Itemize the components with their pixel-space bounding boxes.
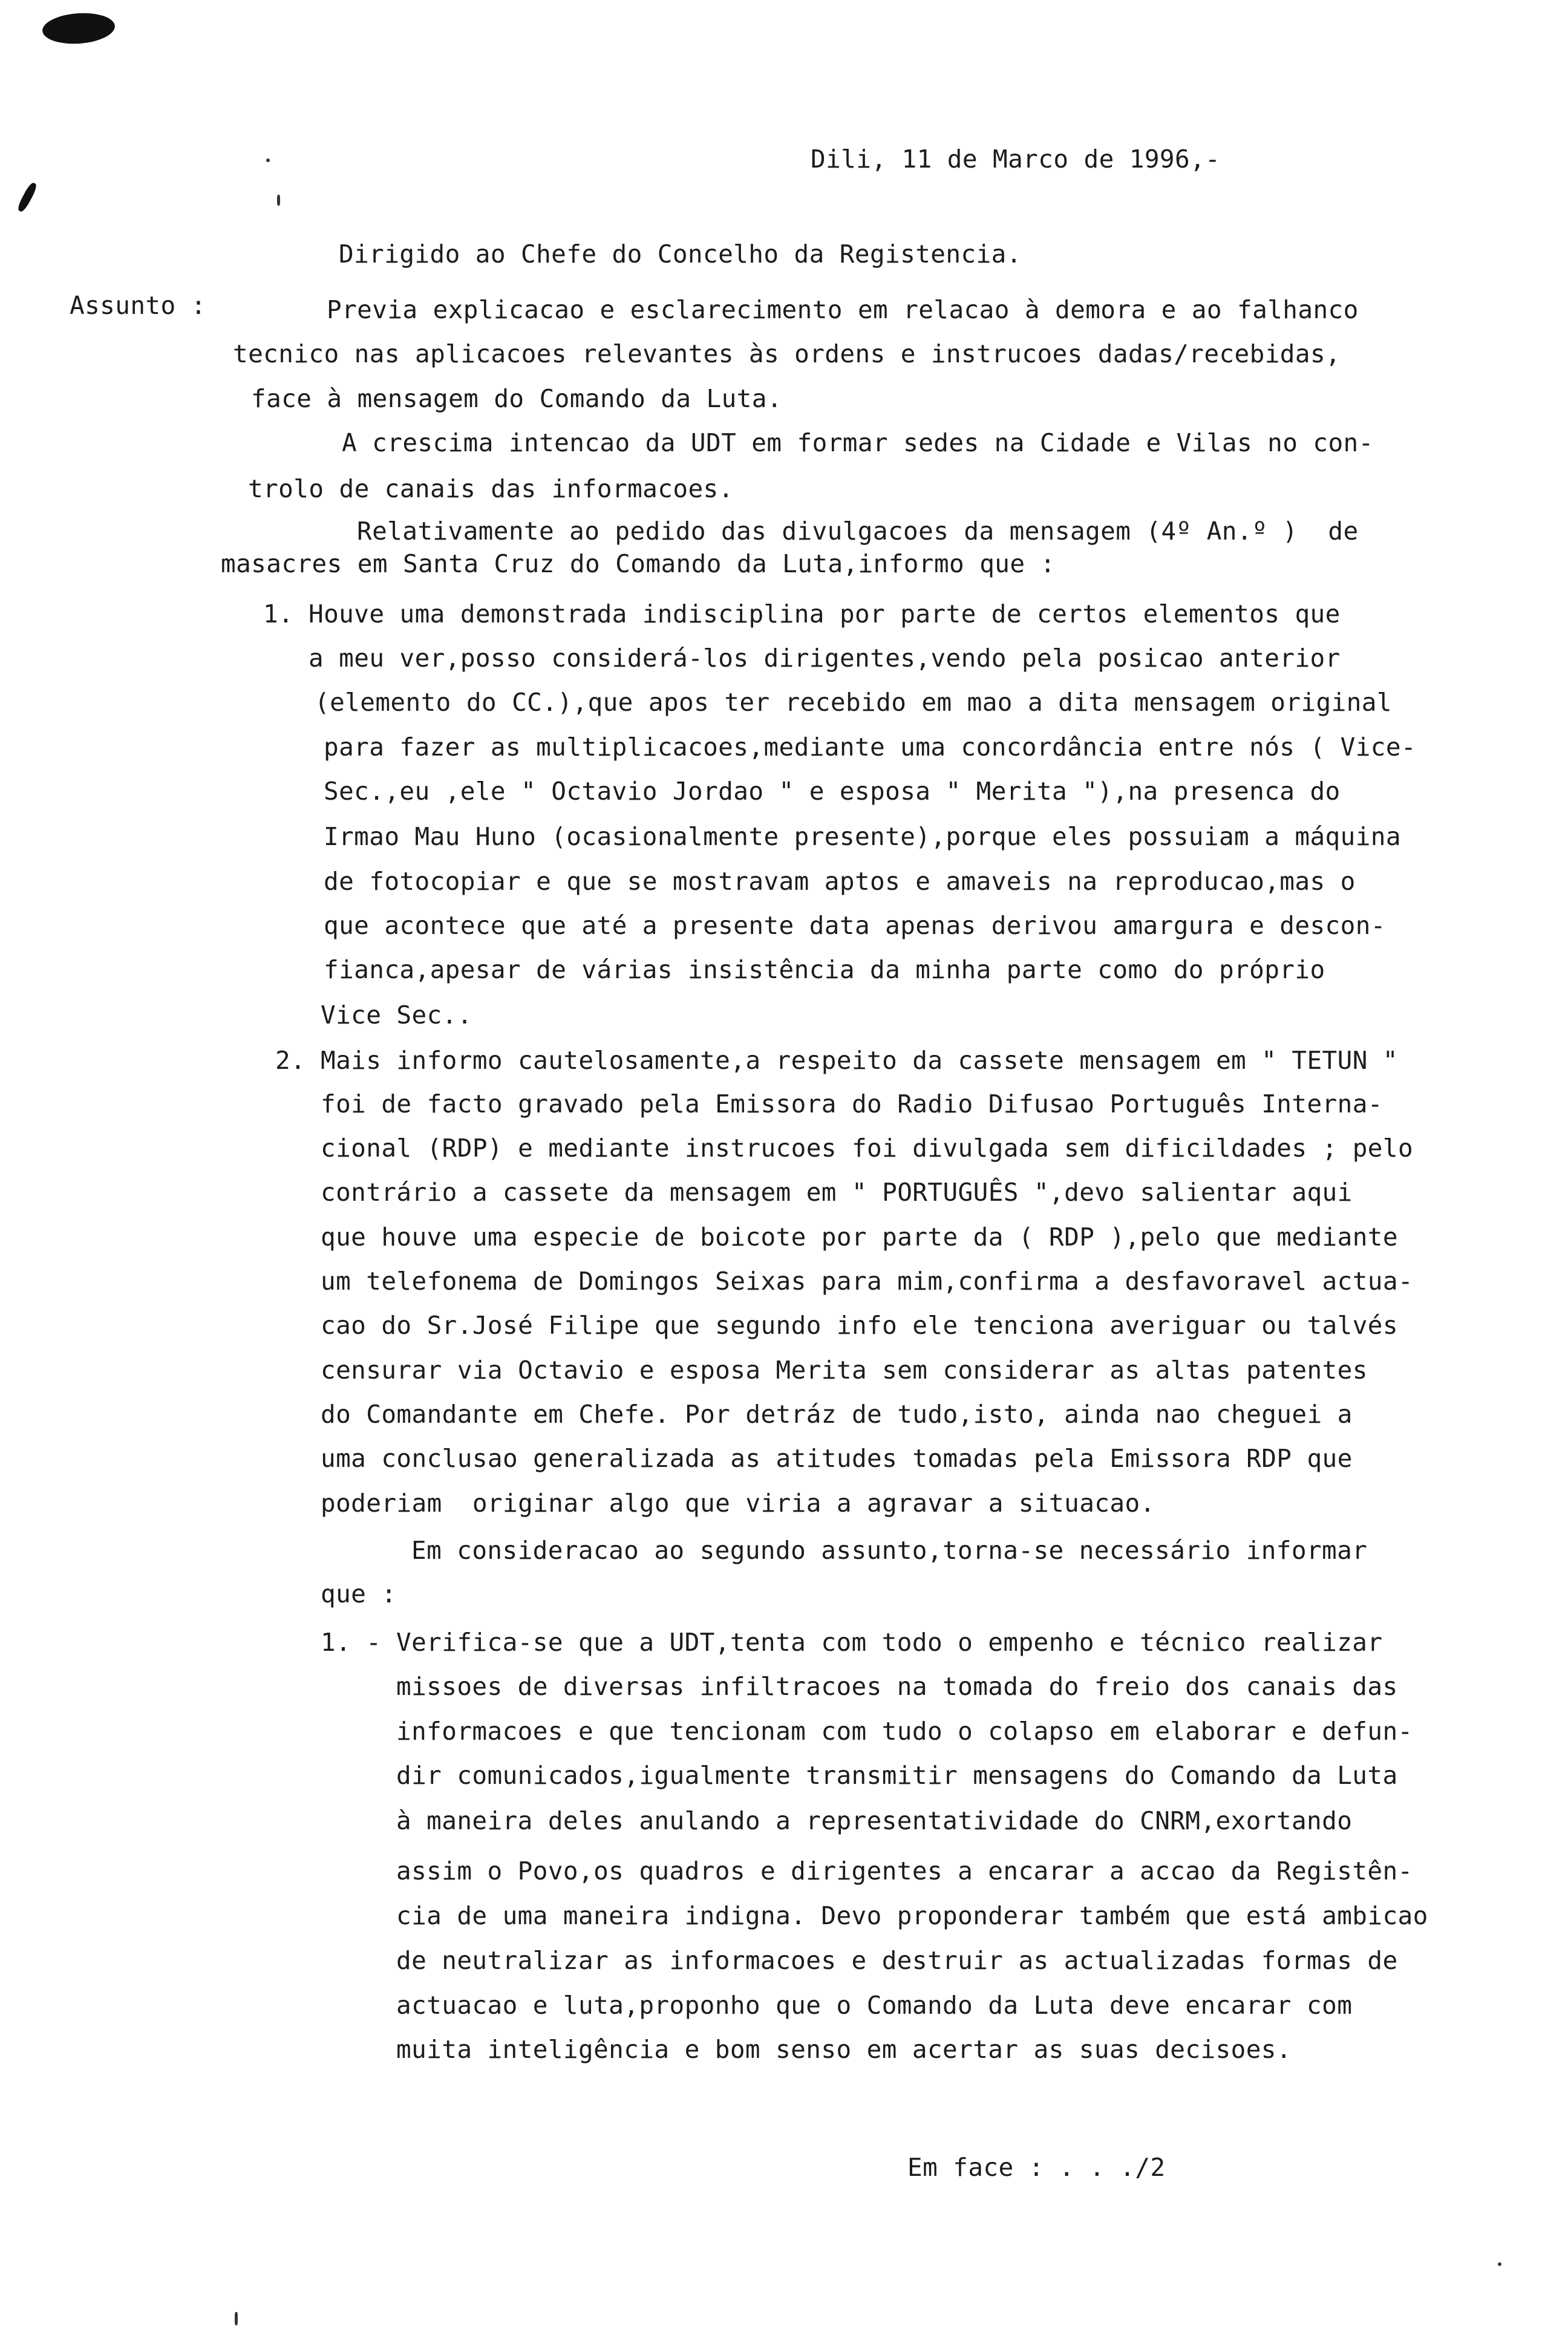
list-item-line: que acontece que até a presente data apenas derivou amargura e descon- [324,911,1386,940]
list-item-line: Sec.,eu ,ele " Octavio Jordao " e esposa " Merita "),na presenca do [324,777,1341,806]
list-item-line: assim o Povo,os quadros e dirigentes a encarar a accao da Registên- [396,1856,1413,1886]
list-item-line: foi de facto gravado pela Emissora do Radio Difusao Português Interna- [321,1089,1383,1118]
list-item-line: (elemento do CC.),que apos ter recebido em mao a dita mensagem original [315,688,1392,717]
list-item-line: missoes de diversas infiltracoes na tomada do freio dos canais das [396,1672,1398,1701]
list-item-line: Vice Sec.. [321,1001,472,1030]
list-item-line: do Comandante em Chefe. Por detráz de tudo,isto, ainda nao cheguei a [321,1400,1353,1429]
list-item-line: à maneira deles anulando a representatividade do CNRM,exortando [396,1806,1353,1835]
list-item-line: censurar via Octavio e esposa Merita sem considerar as altas patentes [321,1356,1368,1385]
list-item-line: a meu ver,posso considerá-los dirigentes,vendo pela posicao anterior [309,644,1341,673]
list-item-line: fianca,apesar de várias insistência da minha parte como do próprio [324,955,1325,984]
list-item-line: cional (RDP) e mediante instrucoes foi divulgada sem dificildades ; pelo [321,1134,1414,1163]
continuation-note: Em face : . . ./2 [907,2153,1166,2182]
document-date: Dili, 11 de Marco de 1996,- [811,145,1221,174]
subject-label: Assunto : [70,291,206,320]
list-item-line: cia de uma maneira indigna. Devo proponderar também que está ambicao [396,1901,1428,1930]
list-item-line: Houve uma demonstrada indisciplina por parte de certos elementos que [309,599,1341,629]
list-item-line: Verifica-se que a UDT,tenta com todo o empenho e técnico realizar [396,1628,1383,1657]
list-item-line: Mais informo cautelosamente,a respeito da cassete mensagem em " TETUN " [321,1046,1398,1075]
intro-line: tecnico nas aplicacoes relevantes às ordens e instrucoes dadas/recebidas, [233,339,1341,368]
list-item-line: Irmao Mau Huno (ocasionalmente presente),porque eles possuiam a máquina [324,822,1401,851]
list-item-line: informacoes e que tencionam com tudo o colapso em elaborar e defun- [396,1717,1413,1746]
scan-speck [277,195,280,206]
intro-line: face à mensagem do Comando da Luta. [251,384,782,413]
second-subject-line: Em consideracao ao segundo assunto,torna-se necessário informar [411,1536,1368,1565]
list-item-line: uma conclusao generalizada as atitudes tomadas pela Emissora RDP que [321,1444,1353,1473]
list-item-line: cao do Sr.José Filipe que segundo info ele tenciona averiguar ou talvés [321,1311,1398,1340]
list-item-number: 2. [275,1046,306,1075]
intro-line: Previa explicacao e esclarecimento em relacao à demora e ao falhanco [327,295,1359,324]
list-item-line: muita inteligência e bom senso em acertar as suas decisoes. [396,2035,1292,2064]
scan-speck [1498,2262,1501,2266]
scan-speck [266,158,270,162]
second-subject-line: que : [321,1579,397,1608]
list-item-number: 1. [263,599,294,629]
list-item-line: que houve uma especie de boicote por parte da ( RDP ),pelo que mediante [321,1223,1398,1252]
scan-speck [235,2312,238,2325]
crescima-line: trolo de canais das informacoes. [248,474,734,503]
list-item-number: 1. - [321,1628,382,1657]
list-item-line: um telefonema de Domingos Seixas para mim,confirma a desfavoravel actua- [321,1267,1414,1296]
relativamente-line: Relativamente ao pedido das divulgacoes da mensagem (4º An.º ) de [357,517,1359,546]
list-item-line: de neutralizar as informacoes e destruir as actualizadas formas de [396,1946,1398,1975]
list-item-line: actuacao e luta,proponho que o Comando da Luta deve encarar com [396,1991,1353,2020]
relativamente-line: masacres em Santa Cruz do Comando da Luta,informo que : [221,549,1056,578]
list-item-line: poderiam originar algo que viria a agravar a situacao. [321,1489,1155,1518]
addressee: Dirigido ao Chefe do Concelho da Registencia. [339,240,1022,269]
ink-mark [16,181,39,213]
crescima-line: A crescima intencao da UDT em formar sedes na Cidade e Vilas no con- [342,428,1374,457]
list-item-line: para fazer as multiplicacoes,mediante uma concordância entre nós ( Vice- [324,733,1417,762]
list-item-line: de fotocopiar e que se mostravam aptos e amaveis na reproducao,mas o [324,867,1356,896]
list-item-line: contrário a cassete da mensagem em " PORTUGUÊS ",devo salientar aqui [321,1178,1353,1207]
ink-smudge [41,11,116,46]
list-item-line: dir comunicados,igualmente transmitir mensagens do Comando da Luta [396,1761,1398,1790]
